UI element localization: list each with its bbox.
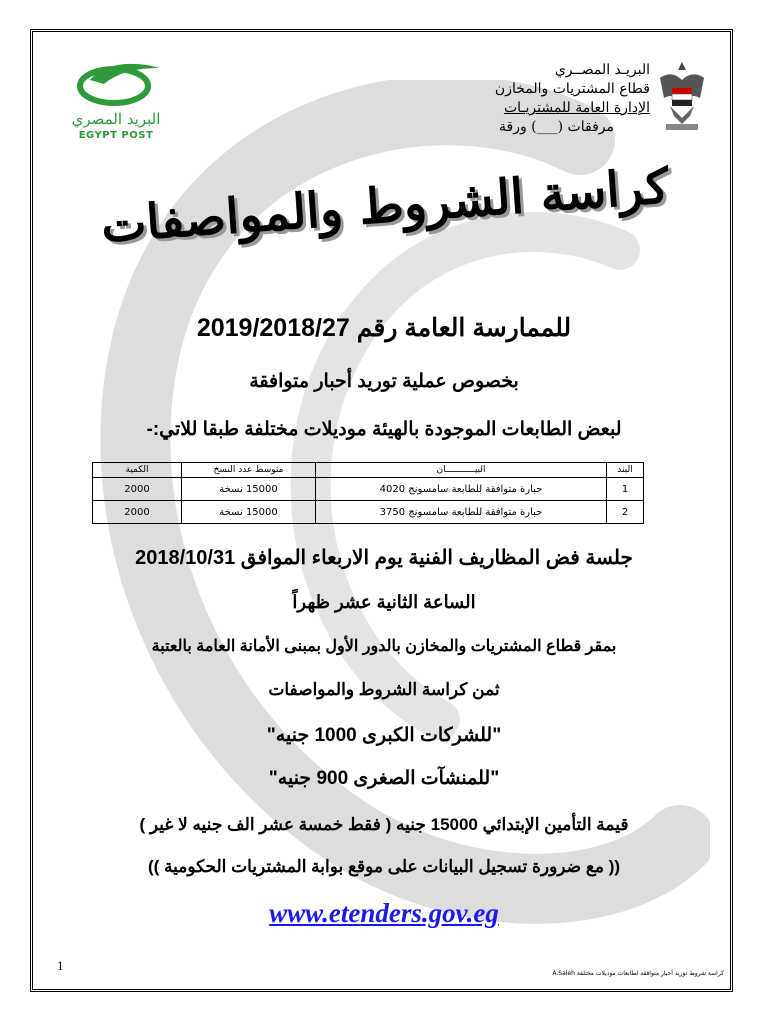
time-line: الساعة الثانية عشر ظهراً [292,592,476,612]
practice-number-line: للممارسة العامة رقم 2019/2018/27 [196,314,572,342]
header-quantity: الكمية [93,463,182,478]
page-number: 1 [57,958,64,973]
table-row [93,501,644,524]
attachments-line: مرفقات (___) ورقة [499,119,614,135]
printers-line: لبعض الطابعات الموجودة بالهيئة موديلات مختلفة طبقا للاتي:- [146,419,622,440]
cell-item: 2 [607,501,644,524]
price-large-companies: "للشركات الكبرى 1000 جنيه" [266,725,502,746]
table-row [93,478,644,501]
cell-avg-copies: 15000 نسخة [182,501,316,524]
cell-avg-copies: 15000 نسخة [182,478,316,501]
eagle-emblem-icon [656,58,708,134]
cell-quantity: 2000 [93,478,182,501]
website-link[interactable]: www.etenders.gov.eg [269,898,499,928]
org-line-2: قطاع المشتريات والمخازن [494,81,650,97]
cell-statement: حبارة متوافقة للطابعة سامسونج 4020 [316,478,607,501]
egypt-post-logo [68,60,164,146]
logo-arabic-text: البريد المصري [71,110,161,128]
document-title: كراسة الشروط والمواصفات [99,158,671,254]
price-heading: ثمن كراسة الشروط والمواصفات [268,680,500,699]
location-line: بمقر قطاع المشتريات والمخازن بالدور الأول بمبنى الأمانة العامة بالعتبة [151,638,617,655]
logo-english-text: EGYPT POST [78,130,154,141]
org-line-1: البريـد المصــري [554,62,650,78]
cell-item: 1 [607,478,644,501]
post-swoosh-icon [68,60,164,110]
registration-line: (( مع ضرورة تسجيل البيانات على موقع بوابة المشتريات الحكومية )) [147,857,621,876]
org-line-3: الإدارة العامة للمشتريـات [503,100,650,116]
subject-line: بخصوص عملية توريد أحبار متوافقة [249,371,519,392]
session-line: جلسة فض المظاريف الفنية يوم الاربعاء الموافق 2018/10/31 [135,547,633,569]
price-small-establishments: "للمنشآت الصغرى 900 جنيه" [268,768,500,789]
cell-statement: حبارة متوافقة للطابعة سامسونج 3750 [316,501,607,524]
specs-table [92,462,644,524]
header-avg-copies: متوسط عدد النسخ [182,463,316,478]
header-item: البند [607,463,644,478]
insurance-line: قيمة التأمين الإبتدائي 15000 جنيه ( فقط خمسة عشر الف جنيه لا غير ) [139,815,629,834]
header-organization [390,61,650,137]
table-header-row [93,463,644,478]
cell-quantity: 2000 [93,501,182,524]
footer-note: كراسة شروط توريد أحبار متوافقة لطابعات موديلات مختلفة A.Saleh [552,970,724,977]
header-statement: البيـــــــــــان [316,463,607,478]
